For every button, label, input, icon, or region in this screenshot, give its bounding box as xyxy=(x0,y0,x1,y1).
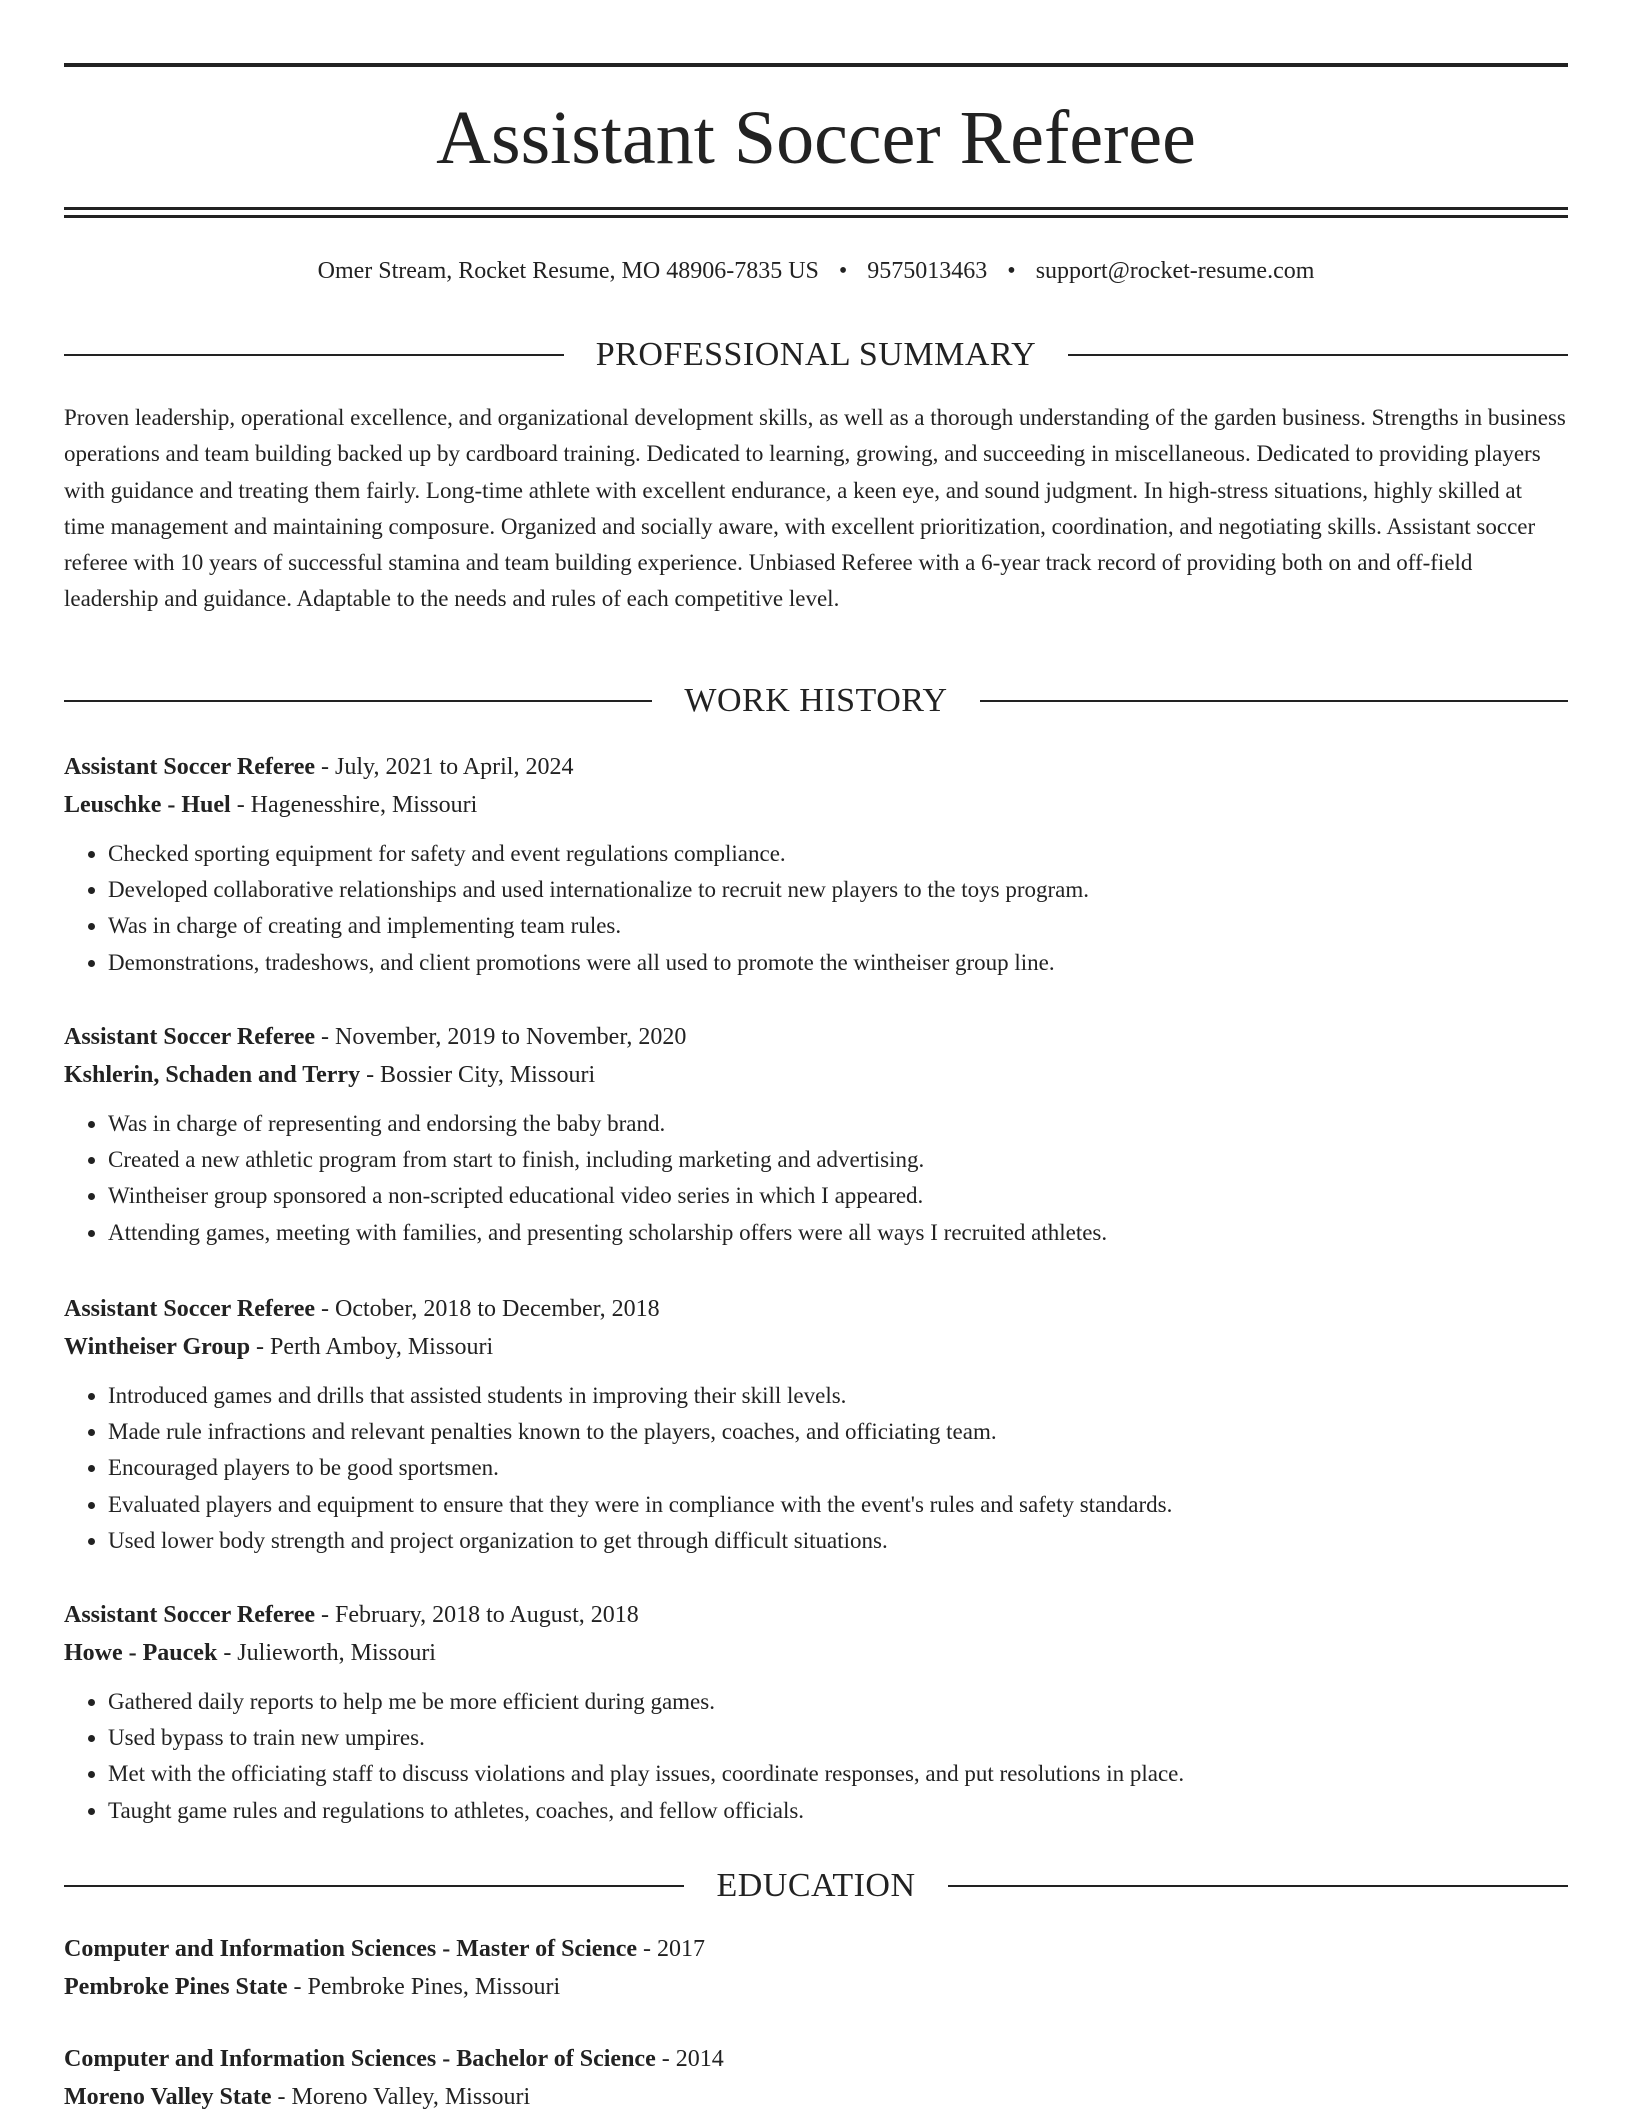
job-entry xyxy=(64,1290,1568,1559)
job-bullet: • Wintheiser group sponsored a non-scripted educational video series in which I appeared. xyxy=(108,1178,1568,1214)
contact-line xyxy=(64,255,1568,287)
heading-rule-right xyxy=(948,1885,1568,1887)
job-bullet: • Used bypass to train new umpires. xyxy=(108,1720,1568,1756)
job-company: Kshlerin, Schaden and Terry xyxy=(64,1062,361,1088)
heading-rule-left xyxy=(64,700,652,702)
job-location: - Perth Amboy, Missouri xyxy=(250,1334,494,1360)
school-line xyxy=(64,2078,1568,2116)
contact-separator: • xyxy=(838,258,848,284)
job-bullet: • Met with the officiating staff to discuss violations and play issues, coordinate responses, and put resolutions in place. xyxy=(108,1756,1568,1792)
job-company-line xyxy=(64,1056,1568,1094)
job-company: Wintheiser Group xyxy=(64,1334,251,1360)
school: Moreno Valley State xyxy=(64,2084,272,2110)
job-company: Leuschke - Huel xyxy=(64,792,231,818)
heading-rule-left xyxy=(64,354,564,356)
job-bullet: • Encouraged players to be good sportsmen. xyxy=(108,1450,1568,1486)
page-title: Assistant Soccer Referee xyxy=(436,96,1196,180)
school-line xyxy=(64,1968,1568,2006)
job-bullet: • Created a new athletic program from start to finish, including marketing and advertising. xyxy=(108,1142,1568,1178)
job-bullet: • Developed collaborative relationships and used internationalize to recruit new players to the toys program. xyxy=(108,872,1568,908)
job-bullet: • Taught game rules and regulations to athletes, coaches, and fellow officials. xyxy=(108,1793,1568,1829)
education-heading xyxy=(64,1866,1568,1906)
degree-year: - 2017 xyxy=(637,1936,706,1962)
job-dates: - February, 2018 to August, 2018 xyxy=(315,1602,639,1628)
job-title-line xyxy=(64,1596,1568,1634)
job-bullet: • Gathered daily reports to help me be more efficient during games. xyxy=(108,1684,1568,1720)
education-heading-label: EDUCATION xyxy=(716,1867,916,1904)
top-rule xyxy=(64,63,1568,67)
summary-text: Proven leadership, operational excellence, and organizational development skills, as well as a thorough understanding of the garden business. Strengths in business operations and team building backed up by cardboard training. Dedicated to learning, growing, and succeeding in miscellaneous. Dedicated to providing players with guidance and treating them fairly. Long-time athlete with excellent endurance, a keen eye, and sound judgment. In high-stress situations, highly skilled at time management and maintaining composure. Organized and socially aware, with excellent prioritization, coordination, and negotiating skills. Assistant soccer referee with 10 years of successful stamina and team building experience. Unbiased Referee with a 6-year track record of providing both on and off-field leadership and guidance. Adaptable to the needs and rules of each competitive level. xyxy=(64,405,1566,612)
degree: Computer and Information Sciences - Bachelor of Science xyxy=(64,2046,656,2072)
job-title-line xyxy=(64,1018,1568,1056)
summary-heading-label: PROFESSIONAL SUMMARY xyxy=(595,336,1037,373)
contact-phone: 9575013463 xyxy=(867,258,988,284)
job-title-line xyxy=(64,1290,1568,1328)
job-bullet: • Was in charge of representing and endorsing the baby brand. xyxy=(108,1106,1568,1142)
work-history-heading-label: WORK HISTORY xyxy=(684,682,948,719)
heading-rule-right xyxy=(980,700,1568,702)
job-bullet: • Made rule infractions and relevant penalties known to the players, coaches, and officiating team. xyxy=(108,1414,1568,1450)
job-company: Howe - Paucek xyxy=(64,1640,218,1666)
job-entry xyxy=(64,748,1568,981)
job-dates: - July, 2021 to April, 2024 xyxy=(315,754,574,780)
job-company-line xyxy=(64,1328,1568,1366)
job-bullet: • Used lower body strength and project organization to get through difficult situations. xyxy=(108,1523,1568,1559)
job-location: - Hagenesshire, Missouri xyxy=(230,792,478,818)
heading-rule-right xyxy=(1068,354,1568,356)
job-bullets xyxy=(64,1106,1568,1251)
job-title: Assistant Soccer Referee xyxy=(64,1024,316,1050)
job-bullets xyxy=(64,1378,1568,1559)
school-location: - Moreno Valley, Missouri xyxy=(271,2084,531,2110)
summary-heading xyxy=(64,335,1568,375)
job-company-line xyxy=(64,1634,1568,1672)
job-entry xyxy=(64,1018,1568,1251)
job-entry xyxy=(64,1596,1568,1829)
job-bullets xyxy=(64,1684,1568,1829)
degree-line xyxy=(64,1930,1568,1968)
education-entry xyxy=(64,1930,1568,2006)
heading-rule-left xyxy=(64,1885,684,1887)
degree-line xyxy=(64,2040,1568,2078)
contact-address: Omer Stream, Rocket Resume, MO 48906-7835 US xyxy=(317,258,819,284)
contact-separator: • xyxy=(1007,258,1016,284)
degree: Computer and Information Sciences - Master of Science xyxy=(64,1936,638,1962)
title-rule-lower xyxy=(64,215,1568,218)
education-entry xyxy=(64,2040,1568,2116)
job-title: Assistant Soccer Referee xyxy=(64,1602,316,1628)
job-title: Assistant Soccer Referee xyxy=(64,1296,316,1322)
contact-email: support@rocket-resume.com xyxy=(1035,258,1315,284)
work-history-heading xyxy=(64,681,1568,721)
job-bullet: • Attending games, meeting with families, and presenting scholarship offers were all ways I recruited athletes. xyxy=(108,1215,1568,1251)
job-bullets xyxy=(64,836,1568,981)
job-bullet: • Checked sporting equipment for safety and event regulations compliance. xyxy=(108,836,1568,872)
job-bullet: • Was in charge of creating and implementing team rules. xyxy=(108,908,1568,944)
degree-year: - 2014 xyxy=(655,2046,724,2072)
school-location: - Pembroke Pines, Missouri xyxy=(287,1974,561,2000)
job-bullet: • Evaluated players and equipment to ensure that they were in compliance with the event's rules and safety standards. xyxy=(108,1487,1568,1523)
school: Pembroke Pines State xyxy=(64,1974,288,2000)
job-dates: - November, 2019 to November, 2020 xyxy=(315,1024,687,1050)
job-title-line xyxy=(64,748,1568,786)
job-location: - Bossier City, Missouri xyxy=(360,1062,596,1088)
job-location: - Julieworth, Missouri xyxy=(217,1640,436,1666)
title-rule-upper xyxy=(64,207,1568,210)
job-title: Assistant Soccer Referee xyxy=(64,754,316,780)
job-dates: - October, 2018 to December, 2018 xyxy=(315,1296,660,1322)
job-company-line xyxy=(64,786,1568,824)
job-bullet: • Demonstrations, tradeshows, and client promotions were all used to promote the wintheiser group line. xyxy=(108,945,1568,981)
job-bullet: • Introduced games and drills that assisted students in improving their skill levels. xyxy=(108,1378,1568,1414)
